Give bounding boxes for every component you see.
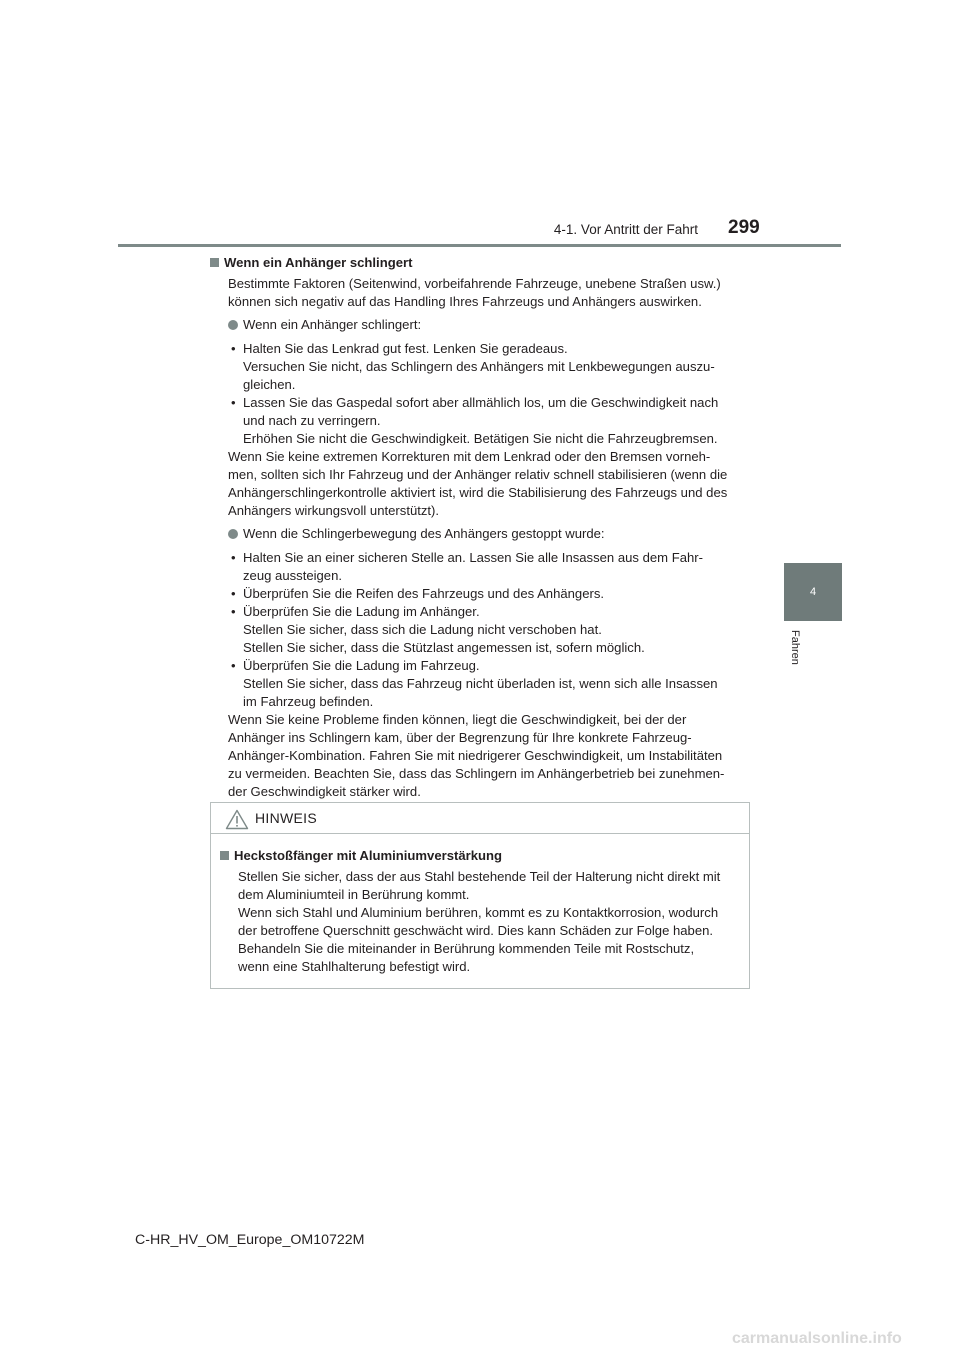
- bullet-list: [210, 549, 745, 711]
- notice-line: Behandeln Sie die miteinander in Berührung kommenden Teile mit Rostschutz,: [238, 941, 695, 956]
- warning-triangle-icon: [225, 809, 249, 830]
- case-heading: [210, 316, 745, 334]
- paragraph-line: Wenn Sie keine Probleme finden können, liegt die Geschwindigkeit, bei der der: [228, 712, 687, 727]
- list-item-line: Überprüfen Sie die Ladung im Anhänger.: [243, 604, 480, 619]
- main-content: [210, 254, 745, 806]
- bullet-dot-icon: •: [231, 395, 236, 410]
- chapter-tab: [784, 563, 842, 621]
- circle-bullet-icon: [228, 529, 238, 539]
- paragraph-line: Anhänger ins Schlingern kam, über der Begrenzung für Ihre konkrete Fahrzeug-: [228, 730, 692, 745]
- bullet-dot-icon: •: [231, 658, 236, 673]
- section-heading: [210, 254, 745, 272]
- paragraph-line: zu vermeiden. Beachten Sie, dass das Schlingern im Anhängerbetrieb bei zunehmen-: [228, 766, 725, 781]
- header-rule: [118, 244, 841, 247]
- paragraph-line: Anhängers wirkungsvoll unterstützt).: [228, 503, 440, 518]
- list-item-line: gleichen.: [243, 377, 296, 392]
- notice-body: [211, 834, 749, 976]
- square-bullet-icon: [220, 851, 229, 860]
- case-paragraph: [210, 448, 745, 520]
- header-section-title: 4-1. Vor Antritt der Fahrt: [553, 222, 698, 237]
- case-paragraph: [210, 711, 745, 801]
- list-item-line: Erhöhen Sie nicht die Geschwindigkeit. Betätigen Sie nicht die Fahrzeugbremsen.: [243, 431, 718, 446]
- notice-line: Stellen Sie sicher, dass der aus Stahl bestehende Teil der Halterung nicht direkt mit: [238, 869, 721, 884]
- notice-box: [210, 802, 750, 989]
- paragraph-line: der Geschwindigkeit stärker wird.: [228, 784, 421, 799]
- case-title: Wenn ein Anhänger schlingert:: [243, 317, 422, 332]
- list-item-line: zeug aussteigen.: [243, 568, 343, 583]
- list-item-line: Lassen Sie das Gaspedal sofort aber allmählich los, um die Geschwindigkeit nach: [243, 395, 719, 410]
- notice-line: dem Aluminiumteil in Berührung kommt.: [238, 887, 470, 902]
- list-item-line: im Fahrzeug befinden.: [243, 694, 374, 709]
- notice-line: wenn eine Stahlhalterung befestigt wird.: [238, 959, 471, 974]
- paragraph-line: men, sollten sich Ihr Fahrzeug und der Anhänger relativ schnell stabilisieren (wenn die: [228, 467, 728, 482]
- list-item-line: Halten Sie das Lenkrad gut fest. Lenken Sie geradeaus.: [243, 341, 568, 356]
- list-item: [228, 549, 745, 585]
- chapter-number: 4: [809, 586, 817, 598]
- document-id: C-HR_HV_OM_Europe_OM10722M: [135, 1232, 365, 1248]
- notice-line: der betroffene Querschnitt geschwächt wird. Dies kann Schäden zur Folge haben.: [238, 923, 714, 938]
- notice-paragraph: [220, 868, 740, 976]
- case-title: Wenn die Schlingerbewegung des Anhängers gestoppt wurde:: [243, 526, 605, 541]
- bullet-dot-icon: •: [231, 604, 236, 619]
- paragraph-line: Anhängerschlingerkontrolle aktiviert ist, wird die Stabilisierung des Fahrzeugs und des: [228, 485, 728, 500]
- list-item: [228, 657, 745, 711]
- bullet-list: [210, 340, 745, 448]
- list-item: [228, 340, 745, 394]
- list-item-line: Versuchen Sie nicht, das Schlingern des Anhängers mit Lenkbewegungen auszu-: [243, 359, 715, 374]
- bullet-dot-icon: •: [231, 550, 236, 565]
- list-item: [228, 585, 745, 603]
- list-item: [228, 603, 745, 657]
- list-item-line: Stellen Sie sicher, dass sich die Ladung nicht verschoben hat.: [243, 622, 602, 637]
- chapter-label: Fahren: [789, 630, 801, 665]
- list-item-line: Überprüfen Sie die Ladung im Fahrzeug.: [243, 658, 480, 673]
- circle-bullet-icon: [228, 320, 238, 330]
- bullet-dot-icon: •: [231, 586, 236, 601]
- list-item-line: Halten Sie an einer sicheren Stelle an. Lassen Sie alle Insassen aus dem Fahr-: [243, 550, 703, 565]
- notice-line: Wenn sich Stahl und Aluminium berühren, kommt es zu Kontaktkorrosion, wodurch: [238, 905, 719, 920]
- list-item-line: Überprüfen Sie die Reifen des Fahrzeugs und des Anhängers.: [243, 586, 605, 601]
- list-item: [228, 394, 745, 448]
- intro-line: können sich negativ auf das Handling Ihres Fahrzeugs und Anhängers auswirken.: [228, 294, 702, 309]
- section-title: Wenn ein Anhänger schlingert: [224, 255, 413, 270]
- square-bullet-icon: [210, 258, 219, 267]
- bullet-dot-icon: •: [231, 341, 236, 356]
- notice-section-title: Heckstoßfänger mit Aluminiumverstärkung: [234, 848, 502, 863]
- paragraph-line: Wenn Sie keine extremen Korrekturen mit dem Lenkrad oder den Bremsen vorneh-: [228, 449, 711, 464]
- intro-line: Bestimmte Faktoren (Seitenwind, vorbeifahrende Fahrzeuge, unebene Straßen usw.): [228, 276, 721, 291]
- intro-paragraph: [210, 275, 745, 311]
- case-heading: [210, 525, 745, 543]
- page-number: 299: [728, 217, 760, 238]
- list-item-line: und nach zu verringern.: [243, 413, 381, 428]
- watermark: carmanualsonline.info: [732, 1330, 902, 1347]
- notice-section-heading: [220, 847, 740, 865]
- notice-header: [211, 803, 749, 834]
- page-header: [0, 0, 960, 250]
- list-item-line: Stellen Sie sicher, dass das Fahrzeug nicht überladen ist, wenn sich alle Insassen: [243, 676, 718, 691]
- list-item-line: Stellen Sie sicher, dass die Stützlast angemessen ist, sofern möglich.: [243, 640, 645, 655]
- paragraph-line: Anhänger-Kombination. Fahren Sie mit niedrigerer Geschwindigkeit, um Instabilitäten: [228, 748, 723, 763]
- notice-title: HINWEIS: [255, 810, 317, 826]
